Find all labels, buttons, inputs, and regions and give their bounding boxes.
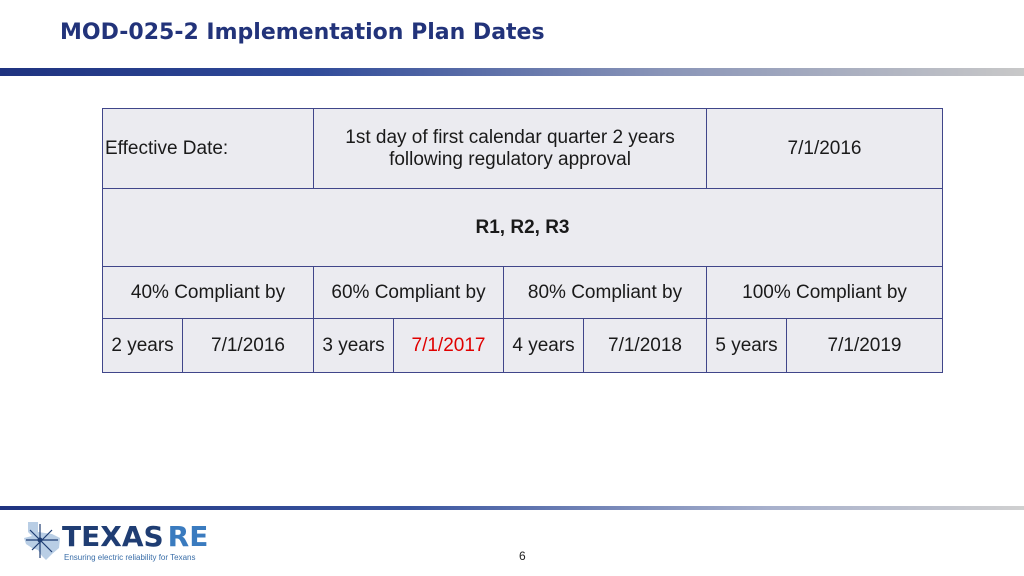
compliance-header-80: 80% Compliant by: [504, 267, 707, 319]
years-60: 3 years: [314, 319, 394, 373]
years-100: 5 years: [707, 319, 787, 373]
texas-map-icon: [22, 520, 62, 562]
page-title: MOD-025-2 Implementation Plan Dates: [60, 20, 545, 45]
requirements-row: [103, 189, 943, 267]
logo-name-re: RE: [167, 520, 209, 553]
effective-date-description: 1st day of first calendar quarter 2 years following regulatory approval: [314, 109, 707, 189]
implementation-plan-table: [102, 108, 943, 373]
requirements-label: R1, R2, R3: [103, 189, 943, 267]
footer-divider: [0, 506, 1024, 510]
effective-date-value: 7/1/2016: [707, 109, 943, 189]
effective-date-row: [103, 109, 943, 189]
header-divider: [0, 68, 1024, 76]
date-60: 7/1/2017: [394, 319, 504, 373]
effective-date-label: Effective Date:: [103, 109, 314, 189]
date-100: 7/1/2019: [787, 319, 943, 373]
years-80: 4 years: [504, 319, 584, 373]
compliance-header-row: [103, 267, 943, 319]
page-number: 6: [519, 549, 526, 563]
years-40: 2 years: [103, 319, 183, 373]
logo-name-texas: TEXAS: [62, 520, 164, 553]
compliance-header-60: 60% Compliant by: [314, 267, 504, 319]
date-80: 7/1/2018: [584, 319, 707, 373]
logo-tagline: Ensuring electric reliability for Texans: [64, 553, 196, 562]
date-40: 7/1/2016: [183, 319, 314, 373]
compliance-header-100: 100% Compliant by: [707, 267, 943, 319]
compliance-header-40: 40% Compliant by: [103, 267, 314, 319]
compliance-dates-row: [103, 319, 943, 373]
logo-wordmark: [62, 520, 208, 554]
texas-re-logo: [22, 520, 212, 566]
